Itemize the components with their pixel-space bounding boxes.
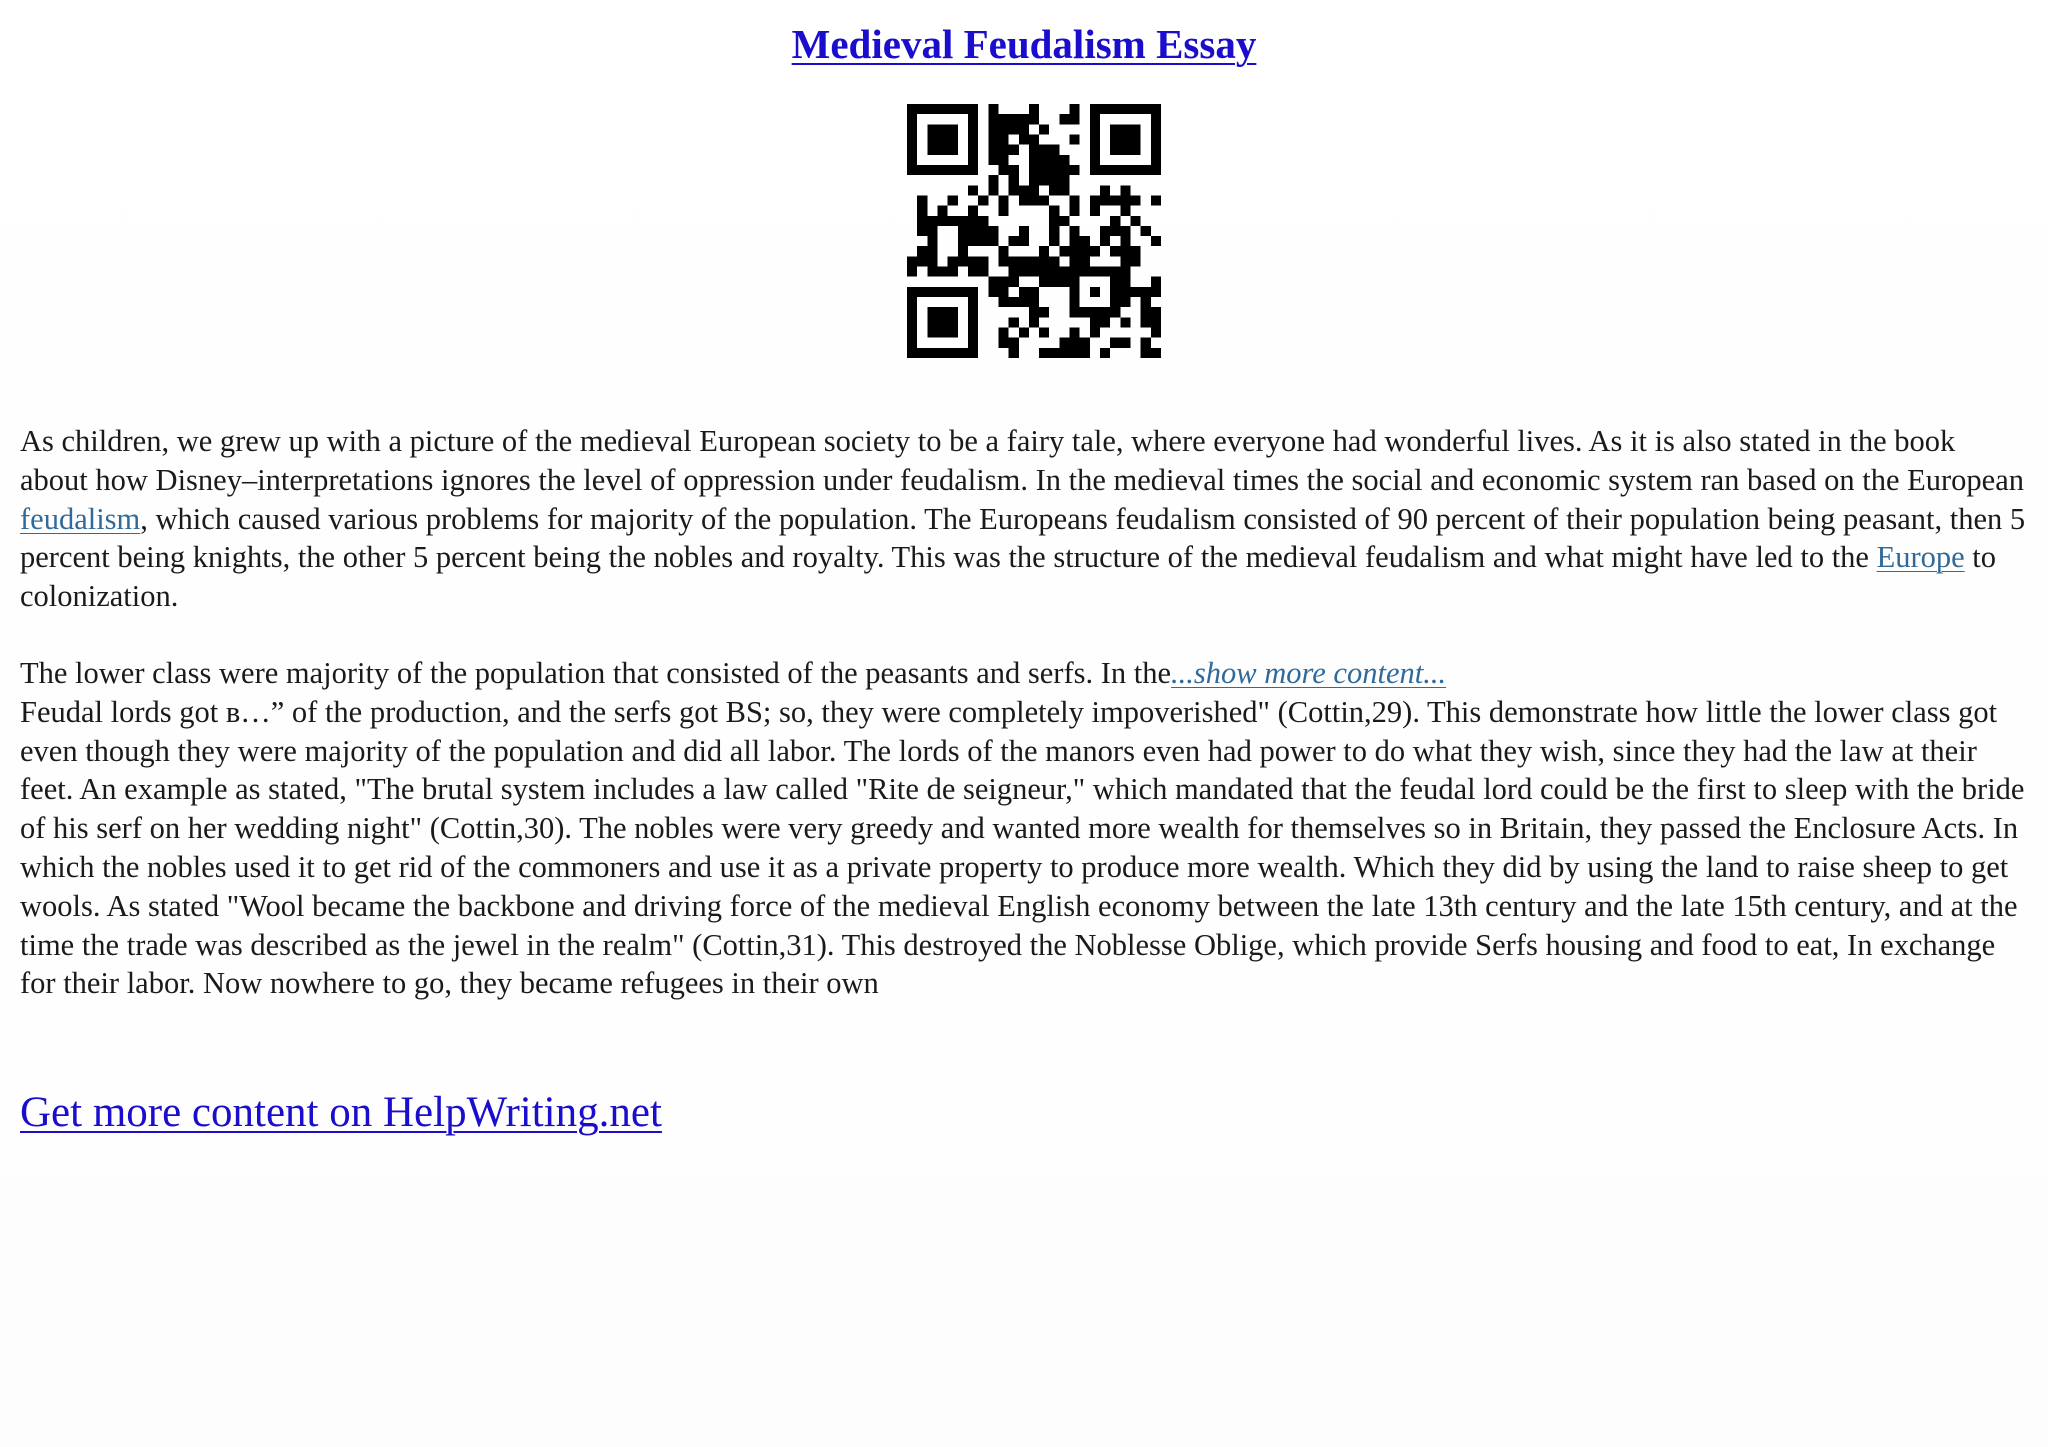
qr-code-icon [907,104,1161,358]
page-title [0,18,2048,70]
title-link[interactable]: Medieval Feudalism Essay [791,21,1257,67]
paragraph-intro-text-b: , which caused various problems for majority of the population. The Europeans feudalism consisted of 90 percent of their population being peasant, then 5 percent being knights, the other 5 percent being the nobles and royalty. This was the structure of the medieval feudalism and what might have led to the [20,501,2026,575]
show-more-link[interactable]: ...show more content... [1171,656,1447,690]
paragraph-lower-class-text-a: The lower class were majority of the population that consisted of the peasants and serfs. In the [20,656,1172,690]
footer [20,1086,662,1140]
paragraph-lower-class-text-b: Feudal lords got в…” of the production, and the serfs got BS; so, they were completely impoverished" (Cottin,29). This demonstrate how little the lower class got even though they were majority of the population and did all labor. The lords of the manors even had power to do what they wish, since they had the law at their feet. An example as stated, "The brutal system includes a law called "Rite de seigneur," which mandated that the feudal lord could be the first to sleep with the bride of his serf on her wedding night" (Cottin,30). The nobles were very greedy and wanted more wealth for themselves so in Britain, they passed the Enclosure Acts. In which the nobles used it to get rid of the commoners and use it as a private property to produce more wealth. Which they did by using the land to raise sheep to get wools. As stated "Wool became the backbone and driving force of the medieval English economy between the late 13th century and the late 15th century, and at the time the trade was described as the jewel in the realm" (Cottin,31). This destroyed the Noblesse Oblige, which provide Serfs housing and food to eat, In exchange for their labor. Now nowhere to go, they became refugees in their own [20,694,2025,1001]
feudalism-link[interactable]: feudalism [20,501,141,536]
paragraph-intro [20,422,2028,616]
paragraph-intro-text-c: to colonization. [20,540,1997,614]
helpwriting-link[interactable]: Get more content on HelpWriting.net [20,1089,662,1136]
europe-link[interactable]: Europe [1876,540,1965,575]
qr-code-graphic [907,104,1161,358]
paragraph-intro-text-a: As children, we grew up with a picture of the medieval European society to be a fairy tale, where everyone had wonderful lives. As it is also stated in the book about how Disney–interpretations ignores the level of oppression under feudalism. In the medieval times the social and economic system ran based on the European [20,424,2024,497]
paragraph-lower-class [20,654,2028,1003]
